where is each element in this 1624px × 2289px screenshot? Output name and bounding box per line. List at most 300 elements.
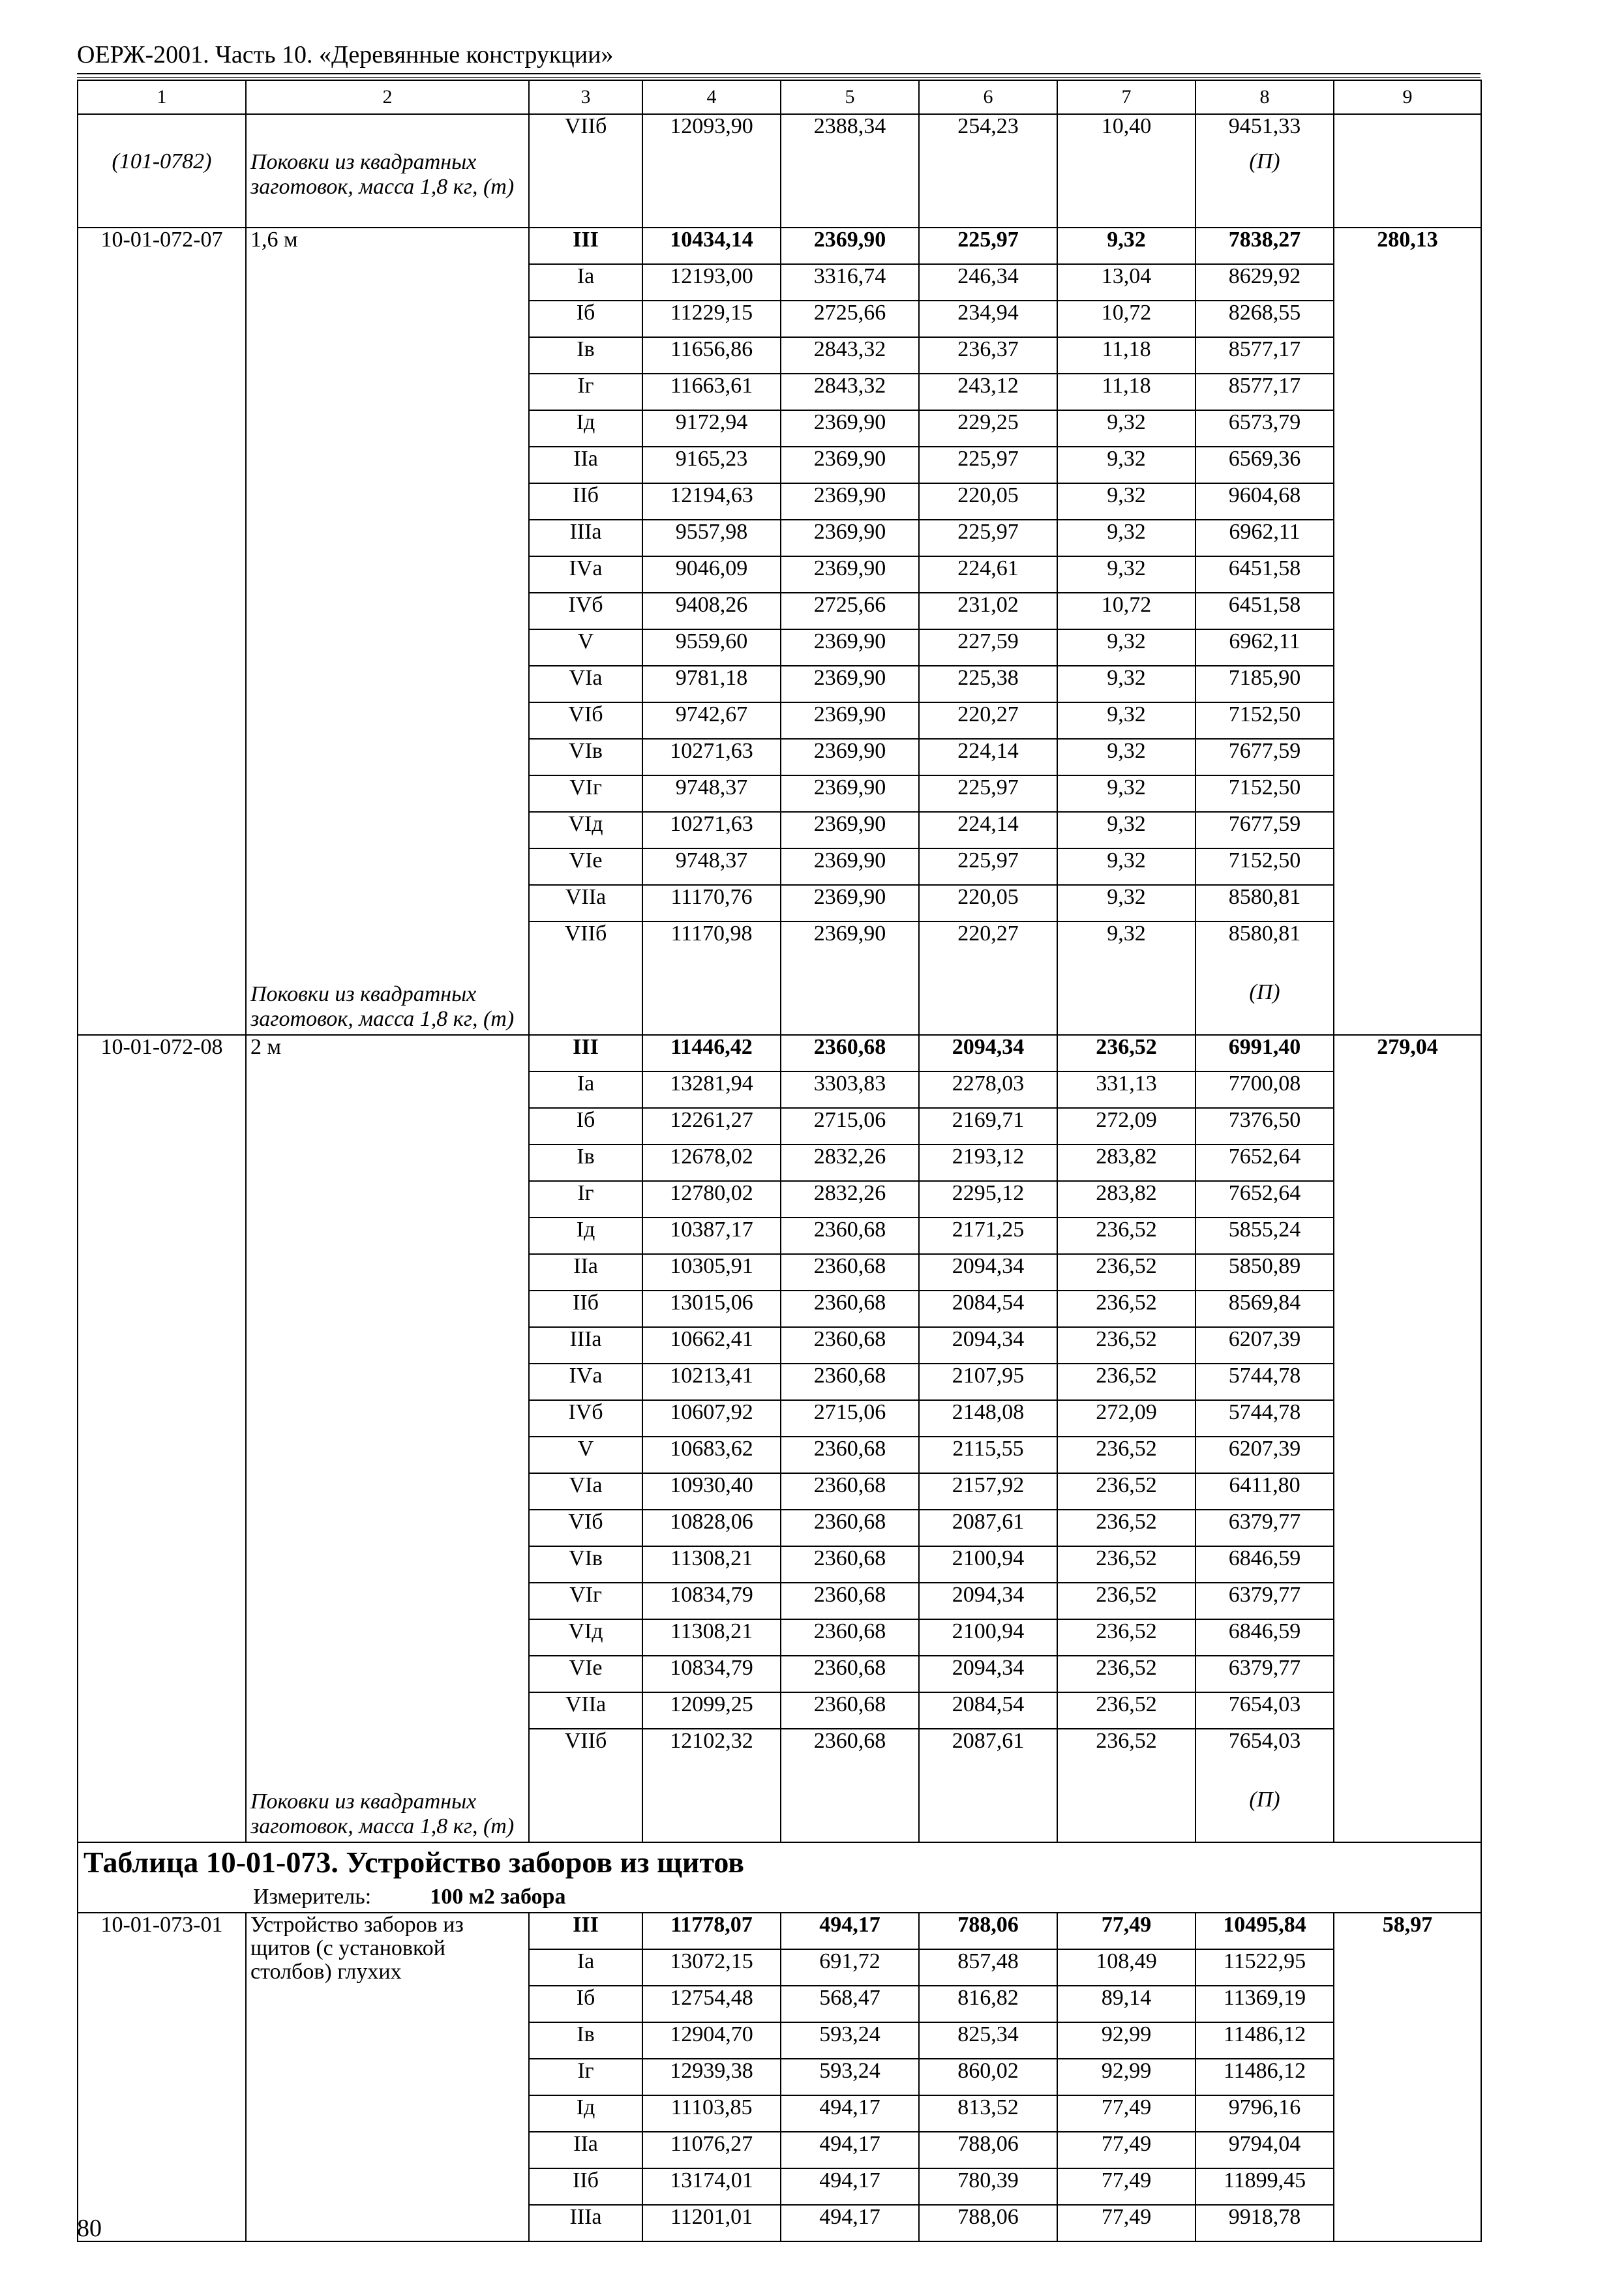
value-cell: 272,09 <box>1057 1400 1195 1437</box>
empty-cell <box>919 150 1057 228</box>
value-cell: 2725,66 <box>781 301 919 337</box>
value-cell: 77,49 <box>1057 2095 1195 2132</box>
value-cell: 11103,85 <box>642 2095 781 2132</box>
value-cell: 12754,48 <box>642 1986 781 2022</box>
value-cell: 6207,39 <box>1195 1437 1334 1473</box>
value-cell: 10213,41 <box>642 1364 781 1400</box>
value-cell: 11229,15 <box>642 301 781 337</box>
value-cell: 2369,90 <box>781 848 919 885</box>
value-cell: 11170,98 <box>642 921 781 957</box>
zone-cell: IIа <box>529 1254 642 1291</box>
code-cell <box>78 114 246 150</box>
value-cell: 9604,68 <box>1195 483 1334 520</box>
column-number: 3 <box>529 80 642 114</box>
col9-value: 279,04 <box>1334 1035 1481 1842</box>
value-cell: 2843,32 <box>781 337 919 374</box>
empty-cell <box>529 1765 642 1842</box>
value-cell: 9557,98 <box>642 520 781 556</box>
value-cell: 2369,90 <box>781 702 919 739</box>
value-cell: 7376,50 <box>1195 1108 1334 1144</box>
zone-cell: IIIа <box>529 520 642 556</box>
value-cell: 7152,50 <box>1195 775 1334 812</box>
value-cell: 10930,40 <box>642 1473 781 1510</box>
value-cell: 10834,79 <box>642 1583 781 1619</box>
value-cell: 7677,59 <box>1195 812 1334 848</box>
value-cell: 2100,94 <box>919 1546 1057 1583</box>
zone-cell: VIб <box>529 702 642 739</box>
zone-cell: Iб <box>529 1108 642 1144</box>
value-cell: 224,61 <box>919 556 1057 593</box>
value-cell: 2360,68 <box>781 1692 919 1729</box>
value-cell: 89,14 <box>1057 1986 1195 2022</box>
zone-cell: IIа <box>529 447 642 483</box>
zone-cell: VIб <box>529 1510 642 1546</box>
unit-cell <box>78 1882 1481 1913</box>
value-cell: 9,32 <box>1057 885 1195 921</box>
table-title: Таблица 10-01-073. Устройство заборов из щитов <box>78 1842 1481 1882</box>
zone-cell: IVб <box>529 593 642 629</box>
empty-cell <box>781 150 919 228</box>
value-cell: 9,32 <box>1057 666 1195 702</box>
value-cell: 2360,68 <box>781 1583 919 1619</box>
value-cell: 236,52 <box>1057 1327 1195 1364</box>
value-cell: 2369,90 <box>781 447 919 483</box>
col9-value: 280,13 <box>1334 228 1481 1035</box>
value-cell: 77,49 <box>1057 2132 1195 2168</box>
value-cell: 220,27 <box>919 921 1057 957</box>
value-cell: 243,12 <box>919 374 1057 410</box>
value-cell: 2369,90 <box>781 228 919 264</box>
value-cell: 225,97 <box>919 520 1057 556</box>
value-cell: 10662,41 <box>642 1327 781 1364</box>
value-cell: 2360,68 <box>781 1327 919 1364</box>
value-cell: 236,52 <box>1057 1364 1195 1400</box>
column-number: 9 <box>1334 80 1481 114</box>
rates-table <box>77 80 1482 2242</box>
value-cell: 283,82 <box>1057 1144 1195 1181</box>
value-cell: 2094,34 <box>919 1035 1057 1071</box>
value-cell: 2360,68 <box>781 1035 919 1071</box>
zone-cell: Iа <box>529 1071 642 1108</box>
value-cell: 11899,45 <box>1195 2168 1334 2205</box>
zone-cell: III <box>529 1913 642 1949</box>
value-cell: 2171,25 <box>919 1218 1057 1254</box>
value-cell: 860,02 <box>919 2059 1057 2095</box>
value-cell: 2369,90 <box>781 520 919 556</box>
value-cell: 9748,37 <box>642 848 781 885</box>
value-cell: 9,32 <box>1057 556 1195 593</box>
zone-cell: Iа <box>529 1949 642 1986</box>
empty-cell <box>529 150 642 228</box>
value-cell: 236,52 <box>1057 1692 1195 1729</box>
material-name: Поковки из квадратных заготовок, масса 1,8 кг, (т) <box>250 982 515 1031</box>
material-note-cell <box>1195 957 1334 1035</box>
column-number: 6 <box>919 80 1057 114</box>
value-cell: 9559,60 <box>642 629 781 666</box>
table-title-row <box>78 1842 1481 1882</box>
value-cell: 11308,21 <box>642 1546 781 1583</box>
value-cell: 2369,90 <box>781 812 919 848</box>
value-cell: 2369,90 <box>781 739 919 775</box>
value-cell: 236,52 <box>1057 1583 1195 1619</box>
value-cell: 9165,23 <box>642 447 781 483</box>
zone-cell: VIг <box>529 1583 642 1619</box>
rate-name: 1,6 м <box>250 228 298 252</box>
value-cell: 12193,00 <box>642 264 781 301</box>
value-cell: 825,34 <box>919 2022 1057 2059</box>
value-cell: 2369,90 <box>781 556 919 593</box>
zone-cell: V <box>529 1437 642 1473</box>
empty-cell <box>1057 1765 1195 1842</box>
zone-cell: VIв <box>529 1546 642 1583</box>
value-cell: 272,09 <box>1057 1108 1195 1144</box>
value-cell: 2148,08 <box>919 1400 1057 1437</box>
value-cell: 9,32 <box>1057 483 1195 520</box>
value-cell: 77,49 <box>1057 1913 1195 1949</box>
value-cell: 813,52 <box>919 2095 1057 2132</box>
value-cell: 11656,86 <box>642 337 781 374</box>
value-cell: 231,02 <box>919 593 1057 629</box>
material-note: (П) <box>1249 150 1280 173</box>
value-cell: 12678,02 <box>642 1144 781 1181</box>
value-cell: 10434,14 <box>642 228 781 264</box>
value-cell: 220,27 <box>919 702 1057 739</box>
value-cell: 225,97 <box>919 775 1057 812</box>
value-cell: 788,06 <box>919 2132 1057 2168</box>
material-row <box>78 150 1481 228</box>
value-cell: 236,52 <box>1057 1254 1195 1291</box>
value-cell: 236,52 <box>1057 1291 1195 1327</box>
value-cell: 11,18 <box>1057 374 1195 410</box>
zone-cell: VIIа <box>529 885 642 921</box>
value-cell: 2360,68 <box>781 1437 919 1473</box>
value-cell: 7152,50 <box>1195 702 1334 739</box>
zone-cell: Iг <box>529 1181 642 1218</box>
value-cell: 13072,15 <box>642 1949 781 1986</box>
value-cell: 2360,68 <box>781 1291 919 1327</box>
value-cell: 236,52 <box>1057 1619 1195 1656</box>
empty-cell <box>919 957 1057 1035</box>
value-cell: 8580,81 <box>1195 885 1334 921</box>
value-cell: 224,14 <box>919 739 1057 775</box>
value-cell: 6846,59 <box>1195 1546 1334 1583</box>
value-cell: 780,39 <box>919 2168 1057 2205</box>
value-cell: 12261,27 <box>642 1108 781 1144</box>
zone-cell: VIг <box>529 775 642 812</box>
zone-cell: Iв <box>529 1144 642 1181</box>
material-code: (101-0782) <box>112 150 212 173</box>
name-cell <box>246 114 529 150</box>
value-cell: 225,97 <box>919 447 1057 483</box>
value-cell: 11308,21 <box>642 1619 781 1656</box>
rate-name-cell <box>246 1035 529 1842</box>
value-cell: 2715,06 <box>781 1400 919 1437</box>
unit-value: 100 м2 забора <box>430 1885 566 1909</box>
value-cell: 6991,40 <box>1195 1035 1334 1071</box>
value-cell: 9,32 <box>1057 775 1195 812</box>
value-cell: 788,06 <box>919 2205 1057 2241</box>
material-name: Поковки из квадратных заготовок, масса 1,8 кг, (т) <box>250 1789 515 1838</box>
zone-cell: VIд <box>529 1619 642 1656</box>
value-cell: 2169,71 <box>919 1108 1057 1144</box>
zone-cell: IIа <box>529 2132 642 2168</box>
value-cell: 11522,95 <box>1195 1949 1334 1986</box>
value-cell: 7654,03 <box>1195 1692 1334 1729</box>
column-number: 8 <box>1195 80 1334 114</box>
value-cell: 227,59 <box>919 629 1057 666</box>
value-cell: 236,52 <box>1057 1437 1195 1473</box>
value-cell: 7152,50 <box>1195 848 1334 885</box>
value-cell: 12904,70 <box>642 2022 781 2059</box>
value-cell: 568,47 <box>781 1986 919 2022</box>
zone-cell: Iв <box>529 2022 642 2059</box>
value-cell: 7652,64 <box>1195 1144 1334 1181</box>
header-rule-thin <box>77 77 1481 78</box>
zone-cell: IIIа <box>529 2205 642 2241</box>
value-cell: 494,17 <box>781 2095 919 2132</box>
value-cell: 2369,90 <box>781 666 919 702</box>
value-cell: 2843,32 <box>781 374 919 410</box>
value-cell: 6569,36 <box>1195 447 1334 483</box>
value-cell: 3303,83 <box>781 1071 919 1108</box>
value-cell: 7700,08 <box>1195 1071 1334 1108</box>
value-cell: 236,52 <box>1057 1035 1195 1071</box>
material-note: (П) <box>1249 1788 1280 1812</box>
empty-cell <box>642 150 781 228</box>
value-cell: 9794,04 <box>1195 2132 1334 2168</box>
value-cell: 6962,11 <box>1195 520 1334 556</box>
value-cell: 9,32 <box>1057 848 1195 885</box>
value-cell: 2094,34 <box>919 1327 1057 1364</box>
zone-cell: IVа <box>529 1364 642 1400</box>
value-cell: 9,32 <box>1057 812 1195 848</box>
zone-cell: Iг <box>529 374 642 410</box>
column-number: 1 <box>78 80 246 114</box>
empty-cell <box>781 1765 919 1842</box>
zone-cell: VIIа <box>529 1692 642 1729</box>
value-cell: 2360,68 <box>781 1364 919 1400</box>
value-cell: 10828,06 <box>642 1510 781 1546</box>
value-cell: 2360,68 <box>781 1619 919 1656</box>
zone-cell: IIб <box>529 483 642 520</box>
material-note: (П) <box>1249 980 1280 1004</box>
value-cell: 5855,24 <box>1195 1218 1334 1254</box>
zone-cell: VIд <box>529 812 642 848</box>
zone-cell: Iд <box>529 1218 642 1254</box>
column-number: 4 <box>642 80 781 114</box>
value-cell: 220,05 <box>919 885 1057 921</box>
value-cell: 236,52 <box>1057 1656 1195 1692</box>
value-cell: 7677,59 <box>1195 739 1334 775</box>
value-cell: 8580,81 <box>1195 921 1334 957</box>
value-cell: 6846,59 <box>1195 1619 1334 1656</box>
value-cell: 9,32 <box>1057 921 1195 957</box>
rate-name-cell <box>246 228 529 1035</box>
value-cell: 225,97 <box>919 848 1057 885</box>
zone-cell: IVа <box>529 556 642 593</box>
zone-cell: Iв <box>529 337 642 374</box>
empty-cell <box>529 957 642 1035</box>
table-row <box>78 114 1481 150</box>
value-cell: 6962,11 <box>1195 629 1334 666</box>
value-cell: 11170,76 <box>642 885 781 921</box>
value-cell: 12780,02 <box>642 1181 781 1218</box>
value-cell: 9,32 <box>1057 447 1195 483</box>
value-cell: 10,40 <box>1057 114 1195 150</box>
value-cell: 92,99 <box>1057 2059 1195 2095</box>
value-cell: 108,49 <box>1057 1949 1195 1986</box>
value-cell: 9796,16 <box>1195 2095 1334 2132</box>
zone-cell: Iб <box>529 1986 642 2022</box>
column-number: 5 <box>781 80 919 114</box>
empty-cell <box>919 1765 1057 1842</box>
value-cell: 224,14 <box>919 812 1057 848</box>
value-cell: 2094,34 <box>919 1254 1057 1291</box>
value-cell: 494,17 <box>781 2205 919 2241</box>
value-cell: 816,82 <box>919 1986 1057 2022</box>
value-cell: 9918,78 <box>1195 2205 1334 2241</box>
empty-cell <box>642 957 781 1035</box>
value-cell: 2084,54 <box>919 1291 1057 1327</box>
value-cell: 2715,06 <box>781 1108 919 1144</box>
value-cell: 2100,94 <box>919 1619 1057 1656</box>
value-cell: 9,32 <box>1057 739 1195 775</box>
zone-cell: VIIб <box>529 921 642 957</box>
value-cell: 2360,68 <box>781 1546 919 1583</box>
zone-cell: VIв <box>529 739 642 775</box>
zone-cell: VIIб <box>529 1729 642 1765</box>
value-cell: 593,24 <box>781 2022 919 2059</box>
rate-code: 10-01-072-07 <box>78 228 246 1035</box>
value-cell: 10834,79 <box>642 1656 781 1692</box>
col9-value: 58,97 <box>1334 1913 1481 2241</box>
value-cell: 2388,34 <box>781 114 919 150</box>
value-cell: 2369,90 <box>781 629 919 666</box>
value-cell: 5744,78 <box>1195 1400 1334 1437</box>
value-cell: 7838,27 <box>1195 228 1334 264</box>
value-cell: 92,99 <box>1057 2022 1195 2059</box>
value-cell: 9408,26 <box>642 593 781 629</box>
empty-cell <box>781 957 919 1035</box>
zone-cell: VIе <box>529 1656 642 1692</box>
value-cell: 9,32 <box>1057 629 1195 666</box>
value-cell: 9748,37 <box>642 775 781 812</box>
value-cell: 12939,38 <box>642 2059 781 2095</box>
value-cell: 10,72 <box>1057 593 1195 629</box>
zone-cell: IVб <box>529 1400 642 1437</box>
value-cell: 2369,90 <box>781 410 919 447</box>
value-cell: 10683,62 <box>642 1437 781 1473</box>
value-cell: 9046,09 <box>642 556 781 593</box>
value-cell: 9,32 <box>1057 228 1195 264</box>
page-number: 80 <box>77 2215 102 2242</box>
value-cell: 11778,07 <box>642 1913 781 1949</box>
value-cell: 11076,27 <box>642 2132 781 2168</box>
value-cell: 229,25 <box>919 410 1057 447</box>
zone-cell: VIа <box>529 666 642 702</box>
value-cell: 13281,94 <box>642 1071 781 1108</box>
empty-cell <box>642 1765 781 1842</box>
value-cell: 8577,17 <box>1195 374 1334 410</box>
table-row <box>78 228 1481 264</box>
unit-label: Измеритель: <box>253 1885 372 1909</box>
value-cell: VIIб <box>529 114 642 150</box>
value-cell: 10271,63 <box>642 812 781 848</box>
value-cell: 2360,68 <box>781 1729 919 1765</box>
rate-code: 10-01-072-08 <box>78 1035 246 1842</box>
empty-cell <box>1057 957 1195 1035</box>
zone-cell: V <box>529 629 642 666</box>
value-cell: 11369,19 <box>1195 1986 1334 2022</box>
column-number-row <box>78 80 1481 114</box>
zone-cell: Iг <box>529 2059 642 2095</box>
value-cell: 10607,92 <box>642 1400 781 1437</box>
document-header: ОЕРЖ-2001. Часть 10. «Деревянные конструкции» <box>77 41 614 68</box>
zone-cell: Iд <box>529 2095 642 2132</box>
value-cell: 12093,90 <box>642 114 781 150</box>
value-cell: 77,49 <box>1057 2168 1195 2205</box>
value-cell: 236,52 <box>1057 1218 1195 1254</box>
value-cell: 2360,68 <box>781 1473 919 1510</box>
value-cell: 2087,61 <box>919 1510 1057 1546</box>
value-cell: 283,82 <box>1057 1181 1195 1218</box>
value-cell: 2094,34 <box>919 1656 1057 1692</box>
value-cell: 13174,01 <box>642 2168 781 2205</box>
value-cell: 220,05 <box>919 483 1057 520</box>
value-cell: 2369,90 <box>781 921 919 957</box>
value-cell: 6379,77 <box>1195 1510 1334 1546</box>
value-cell: 12099,25 <box>642 1692 781 1729</box>
value-cell: 254,23 <box>919 114 1057 150</box>
value-cell: 9,32 <box>1057 410 1195 447</box>
value-cell: 11486,12 <box>1195 2059 1334 2095</box>
value-cell: 246,34 <box>919 264 1057 301</box>
value-cell: 234,94 <box>919 301 1057 337</box>
value-cell: 9742,67 <box>642 702 781 739</box>
value-cell: 2360,68 <box>781 1254 919 1291</box>
value-cell: 2094,34 <box>919 1583 1057 1619</box>
value-cell: 6379,77 <box>1195 1583 1334 1619</box>
value-cell: 331,13 <box>1057 1071 1195 1108</box>
value-cell: 2725,66 <box>781 593 919 629</box>
value-cell: 8577,17 <box>1195 337 1334 374</box>
value-cell: 6411,80 <box>1195 1473 1334 1510</box>
value-cell: 2360,68 <box>781 1218 919 1254</box>
value-cell: 6573,79 <box>1195 410 1334 447</box>
rate-code: 10-01-073-01 <box>78 1913 246 2241</box>
material-code-cell <box>78 150 246 228</box>
value-cell: 77,49 <box>1057 2205 1195 2241</box>
value-cell: 2360,68 <box>781 1656 919 1692</box>
value-cell: 236,52 <box>1057 1729 1195 1765</box>
value-cell: 2360,68 <box>781 1510 919 1546</box>
value-cell: 857,48 <box>919 1949 1057 1986</box>
column-number: 2 <box>246 80 529 114</box>
table-row <box>78 1913 1481 1949</box>
value-cell: 12194,63 <box>642 483 781 520</box>
value-cell: 2832,26 <box>781 1144 919 1181</box>
table-row <box>78 1035 1481 1071</box>
value-cell: 236,52 <box>1057 1473 1195 1510</box>
unit-row <box>78 1882 1481 1913</box>
value-cell: 7654,03 <box>1195 1729 1334 1765</box>
zone-cell: III <box>529 228 642 264</box>
empty-cell <box>1334 150 1481 228</box>
value-cell: 225,38 <box>919 666 1057 702</box>
material-name-cell <box>246 150 529 228</box>
value-cell: 236,52 <box>1057 1510 1195 1546</box>
value-cell: 13015,06 <box>642 1291 781 1327</box>
